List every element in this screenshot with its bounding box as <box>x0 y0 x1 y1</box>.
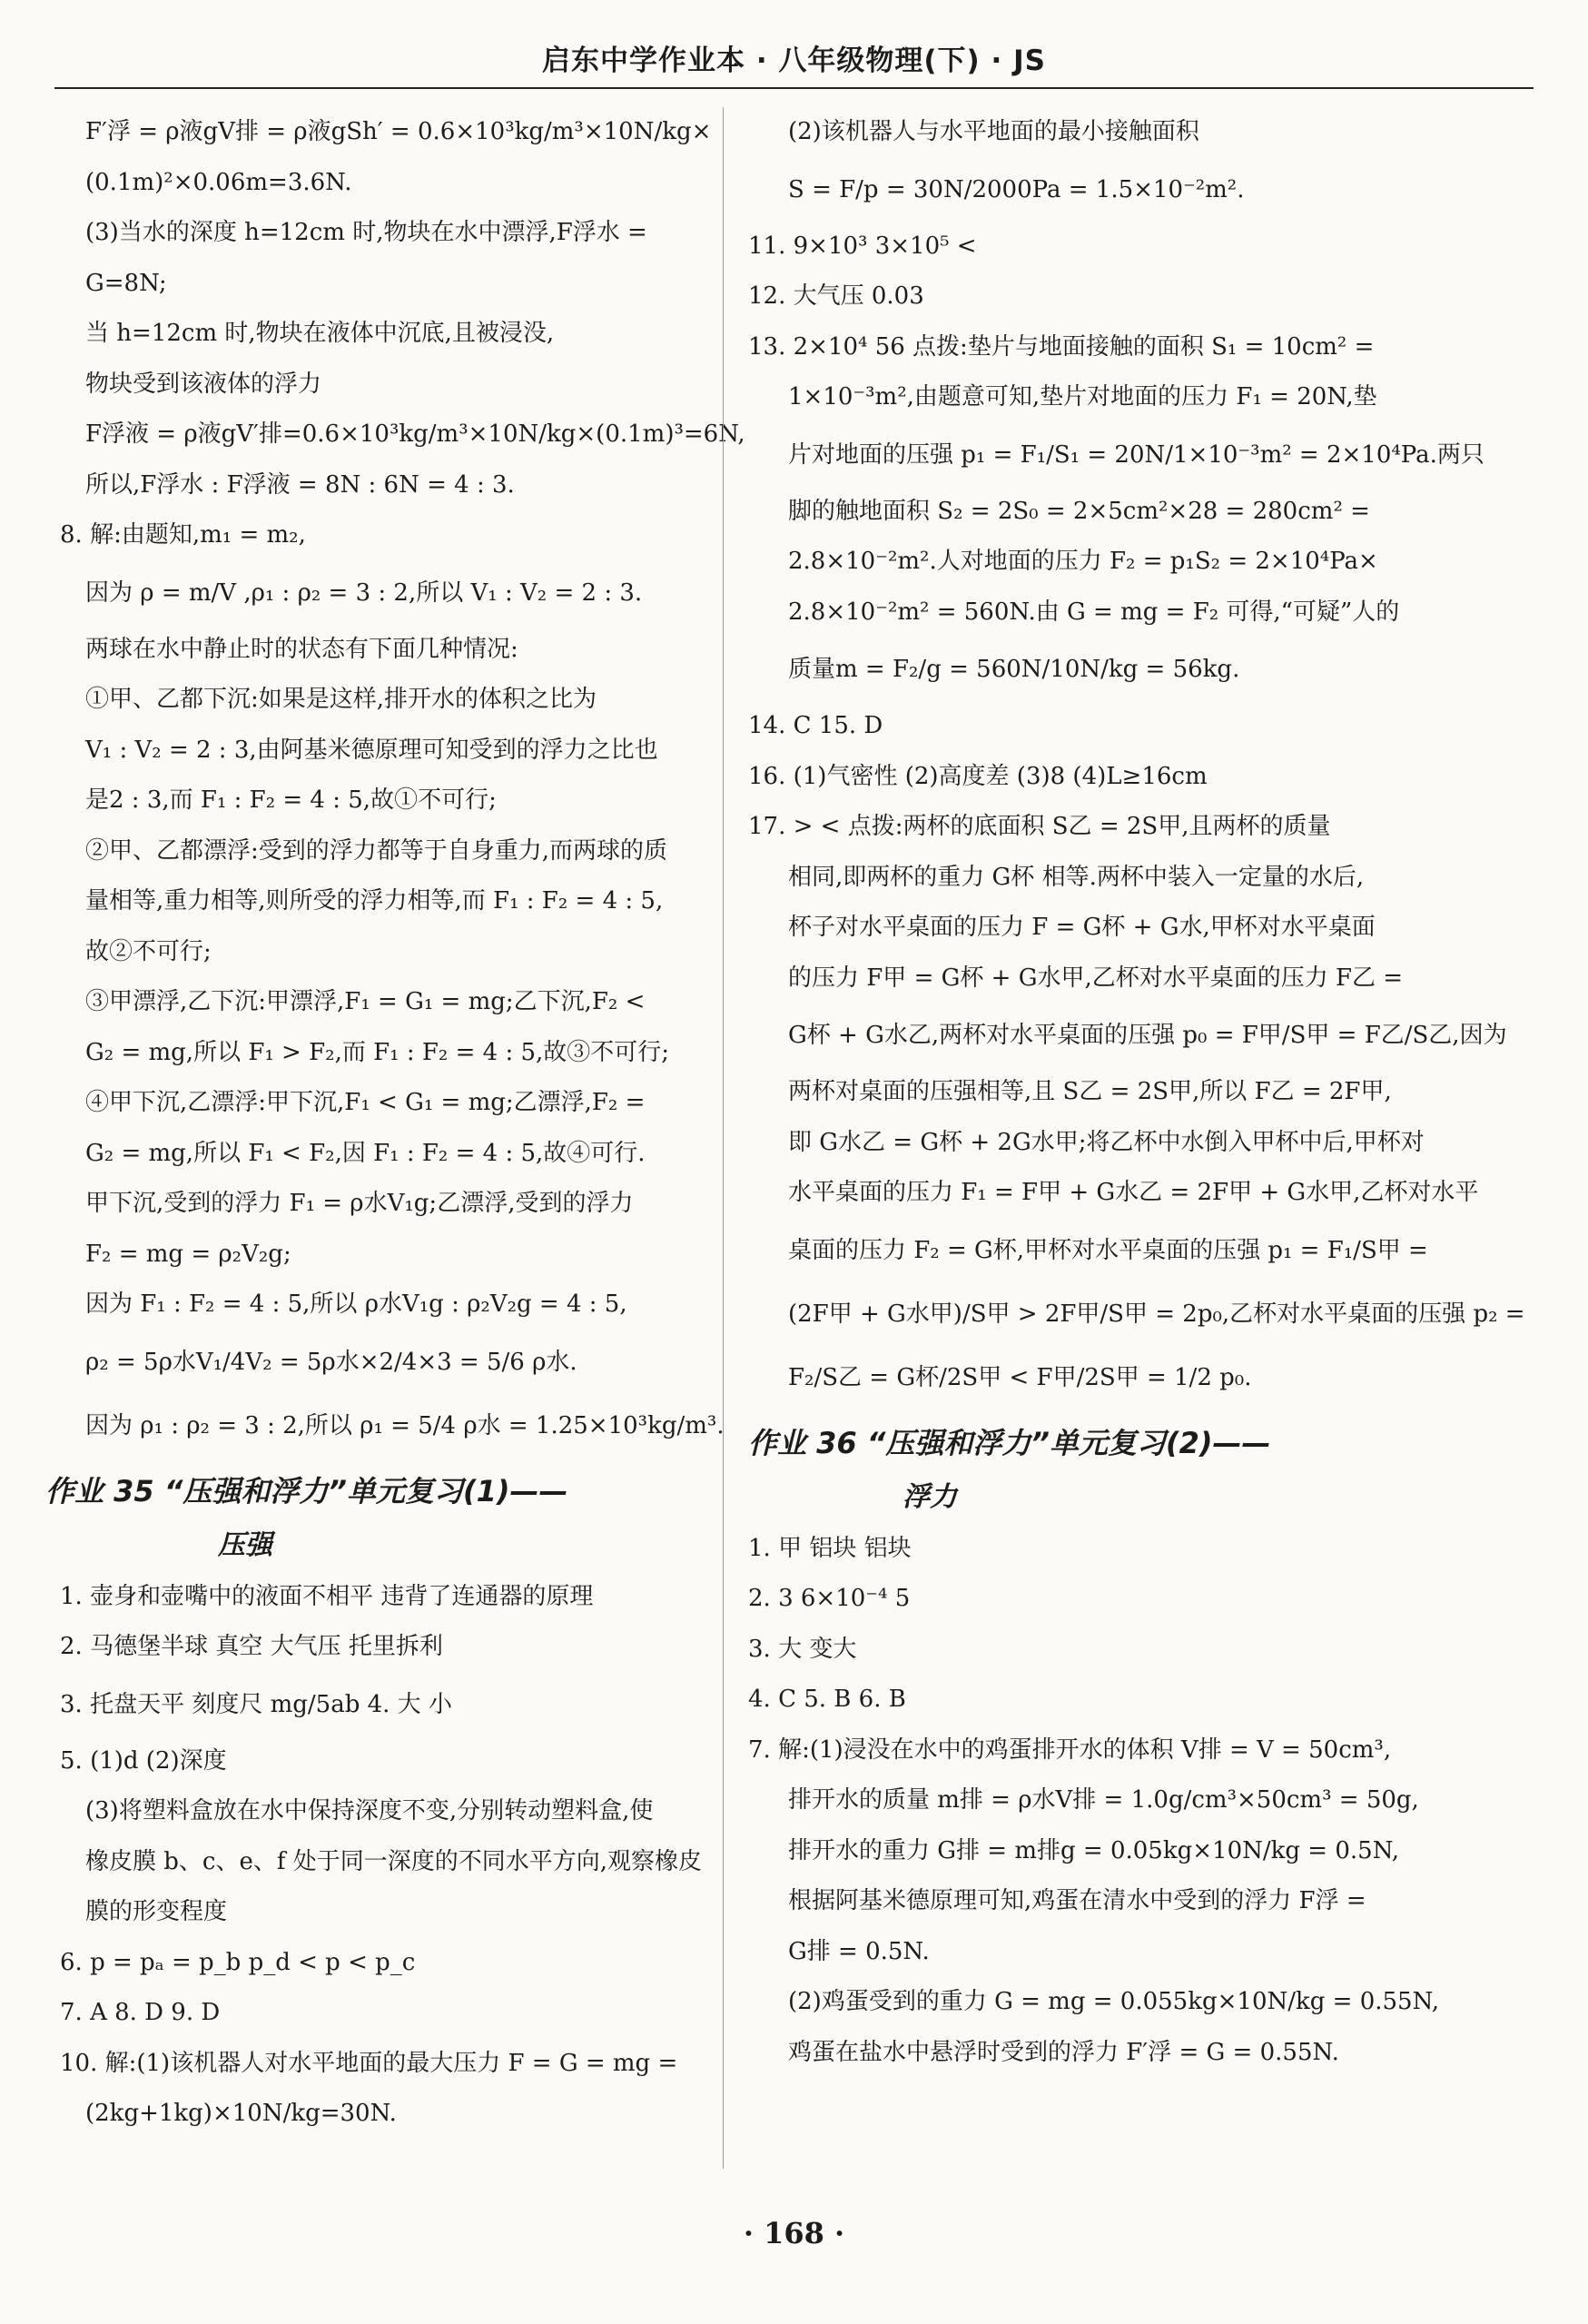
text-line: 14. C 15. D <box>748 712 883 739</box>
section-heading: 作业 35 “压强和浮力”单元复习(1)—— <box>45 1473 568 1508</box>
text-line: 质量m = F₂/g = 560N/10N/kg = 56kg. <box>788 656 1240 683</box>
text-line: 即 G水乙 = G杯 + 2G水甲;将乙杯中水倒入甲杯中后,甲杯对 <box>788 1128 1425 1156</box>
text-line: 是2 : 3,而 F₁ : F₂ = 4 : 5,故①不可行; <box>85 786 497 814</box>
text-line: 3. 大 变大 <box>748 1635 857 1663</box>
text-line: S = F/p = 30N/2000Pa = 1.5×10⁻²m². <box>788 175 1245 203</box>
text-line: 1. 甲 铝块 铝块 <box>748 1534 912 1562</box>
text-line: ①甲、乙都下沉:如果是这样,排开水的体积之比为 <box>85 686 597 713</box>
text-line: 的压力 F甲 = G杯 + G水甲,乙杯对水平桌面的压力 F乙 = <box>788 964 1404 992</box>
text-line: 16. (1)气密性 (2)高度差 (3)8 (4)L≥16cm <box>748 762 1208 790</box>
text-line: 根据阿基米德原理可知,鸡蛋在清水中受到的浮力 F浮 = <box>788 1887 1366 1914</box>
text-line: (2)鸡蛋受到的重力 G = mg = 0.055kg×10N/kg = 0.55N, <box>788 1988 1439 2015</box>
section-heading: 浮力 <box>902 1480 957 1513</box>
text-line: 1×10⁻³m²,由题意可知,垫片对地面的压力 F₁ = 20N,垫 <box>788 383 1377 410</box>
text-line: (2kg+1kg)×10N/kg=30N. <box>85 2100 397 2127</box>
text-line: 3. 托盘天平 刻度尺 mg/5ab 4. 大 小 <box>60 1690 452 1718</box>
text-line: 排开水的重力 G排 = m排g = 0.05kg×10N/kg = 0.5N, <box>788 1836 1400 1864</box>
text-line: G₂ = mg,所以 F₁ > F₂,而 F₁ : F₂ = 4 : 5,故③不可行; <box>85 1038 670 1066</box>
text-line: 13. 2×10⁴ 56 点拨:垫片与地面接触的面积 S₁ = 10cm² = <box>748 332 1375 361</box>
text-line: ρ₂ = 5ρ水V₁/4V₂ = 5ρ水×2/4×3 = 5/6 ρ水. <box>85 1348 577 1376</box>
text-line: 8. 解:由题知,m₁ = m₂, <box>60 521 306 549</box>
text-line: G=8N; <box>85 269 167 297</box>
text-line: F₂/S乙 = G杯/2S甲 < F甲/2S甲 = 1/2 p₀. <box>788 1363 1252 1391</box>
text-line: 所以,F浮水 : F浮液 = 8N : 6N = 4 : 3. <box>85 470 515 499</box>
text-line: 7. A 8. D 9. D <box>60 1999 221 2026</box>
text-line: 片对地面的压强 p₁ = F₁/S₁ = 20N/1×10⁻³m² = 2×10⁴Pa.两只 <box>788 440 1484 469</box>
text-line: 1. 壶身和壶嘴中的液面不相平 违背了连通器的原理 <box>60 1582 594 1610</box>
text-line: 2.8×10⁻²m² = 560N.由 G = mg = F₂ 可得,“可疑”人的 <box>788 598 1400 626</box>
text-line: ②甲、乙都漂浮:受到的浮力都等于自身重力,而两球的质 <box>85 836 668 865</box>
text-line: F浮液 = ρ液gV′排=0.6×10³kg/m³×10N/kg×(0.1m)³=6N, <box>85 420 745 448</box>
text-line: 相同,即两杯的重力 G杯 相等.两杯中装入一定量的水后, <box>788 863 1365 891</box>
text-line: 脚的触地面积 S₂ = 2S₀ = 2×5cm²×28 = 280cm² = <box>788 497 1370 525</box>
text-line: 膜的形变程度 <box>85 1898 228 1925</box>
text-line: 6. p = pₐ = p_b p_d < p < p_c <box>60 1948 416 1976</box>
right-column <box>748 107 1525 2078</box>
text-line: F′浮 = ρ液gV排 = ρ液gSh′ = 0.6×10³kg/m³×10N/kg× <box>85 118 712 145</box>
text-line: (3)当水的深度 h=12cm 时,物块在水中漂浮,F浮水 = <box>85 219 647 246</box>
text-line: 10. 解:(1)该机器人对水平地面的最大压力 F = G = mg = <box>60 2049 678 2077</box>
text-line: G杯 + G水乙,两杯对水平桌面的压强 p₀ = F甲/S甲 = F乙/S乙,因为 <box>788 1022 1507 1049</box>
text-line: F₂ = mg = ρ₂V₂g; <box>85 1240 291 1268</box>
text-line: 橡皮膜 b、c、e、f 处于同一深度的不同水平方向,观察橡皮 <box>85 1847 703 1875</box>
text-line: 17. > < 点拨:两杯的底面积 S乙 = 2S甲,且两杯的质量 <box>748 813 1331 840</box>
text-line: 杯子对水平桌面的压力 F = G杯 + G水,甲杯对水平桌面 <box>788 914 1376 941</box>
text-line: (2F甲 + G水甲)/S甲 > 2F甲/S甲 = 2p₀,乙杯对水平桌面的压强 p₂ = <box>788 1300 1525 1328</box>
column-divider <box>723 107 724 2169</box>
page-header: 启东中学作业本 · 八年级物理(下) · JS <box>54 35 1534 89</box>
text-line: 5. (1)d (2)深度 <box>60 1746 227 1775</box>
text-line: (2)该机器人与水平地面的最小接触面积 <box>788 118 1199 145</box>
text-line: 量相等,重力相等,则所受的浮力相等,而 F₁ : F₂ = 4 : 5, <box>85 887 664 915</box>
text-line: 7. 解:(1)浸没在水中的鸡蛋排开水的体积 V排 = V = 50cm³, <box>748 1736 1392 1764</box>
text-line: ③甲漂浮,乙下沉:甲漂浮,F₁ = G₁ = mg;乙下沉,F₂ < <box>85 988 646 1015</box>
text-line: 甲下沉,受到的浮力 F₁ = ρ水V₁g;乙漂浮,受到的浮力 <box>85 1190 634 1217</box>
text-line: 鸡蛋在盐水中悬浮时受到的浮力 F′浮 = G = 0.55N. <box>788 2038 1339 2066</box>
text-line: ④甲下沉,乙漂浮:甲下沉,F₁ < G₁ = mg;乙漂浮,F₂ = <box>85 1089 646 1116</box>
text-line: 2. 3 6×10⁻⁴ 5 <box>748 1585 911 1612</box>
text-line: 11. 9×10³ 3×10⁵ < <box>748 232 977 260</box>
page-number: · 168 · <box>743 2216 845 2250</box>
text-line: 桌面的压力 F₂ = G杯,甲杯对水平桌面的压强 p₁ = F₁/S甲 = <box>788 1236 1428 1264</box>
section-heading: 作业 36 “压强和浮力”单元复习(2)—— <box>748 1425 1271 1460</box>
text-line: 水平桌面的压力 F₁ = F甲 + G水乙 = 2F甲 + G水甲,乙杯对水平 <box>788 1179 1479 1206</box>
text-line: 4. C 5. B 6. B <box>748 1686 906 1713</box>
text-line: 12. 大气压 0.03 <box>748 282 924 310</box>
text-line: 当 h=12cm 时,物块在液体中沉底,且被浸没, <box>85 320 555 347</box>
text-line: G排 = 0.5N. <box>788 1937 930 1965</box>
section-heading: 压强 <box>218 1528 272 1561</box>
text-line: 两球在水中静止时的状态有下面几种情况: <box>85 635 518 663</box>
text-line: 因为 F₁ : F₂ = 4 : 5,所以 ρ水V₁g : ρ₂V₂g = 4 : 5, <box>85 1291 627 1318</box>
text-line: 因为 ρ₁ : ρ₂ = 3 : 2,所以 ρ₁ = 5/4 ρ水 = 1.25×10³kg/m³. <box>85 1411 725 1439</box>
text-line: 故②不可行; <box>85 937 212 965</box>
text-line: (0.1m)²×0.06m=3.6N. <box>85 168 352 196</box>
text-line: (3)将塑料盒放在水中保持深度不变,分别转动塑料盒,使 <box>85 1797 654 1825</box>
text-line: G₂ = mg,所以 F₁ < F₂,因 F₁ : F₂ = 4 : 5,故④可行. <box>85 1139 646 1167</box>
text-line: 两杯对桌面的压强相等,且 S乙 = 2S甲,所以 F乙 = 2F甲, <box>788 1078 1392 1105</box>
text-line: V₁ : V₂ = 2 : 3,由阿基米德原理可知受到的浮力之比也 <box>85 736 658 764</box>
text-line: 排开水的质量 m排 = ρ水V排 = 1.0g/cm³×50cm³ = 50g, <box>788 1786 1419 1814</box>
text-line: 2. 马德堡半球 真空 大气压 托里拆利 <box>60 1633 443 1660</box>
left-column <box>45 107 745 2140</box>
text-line: 物块受到该液体的浮力 <box>85 370 322 398</box>
text-line: 2.8×10⁻²m².人对地面的压力 F₂ = p₁S₂ = 2×10⁴Pa× <box>788 548 1378 575</box>
text-line: 因为 ρ = m/V ,ρ₁ : ρ₂ = 3 : 2,所以 V₁ : V₂ = 2 : 3. <box>85 579 643 607</box>
